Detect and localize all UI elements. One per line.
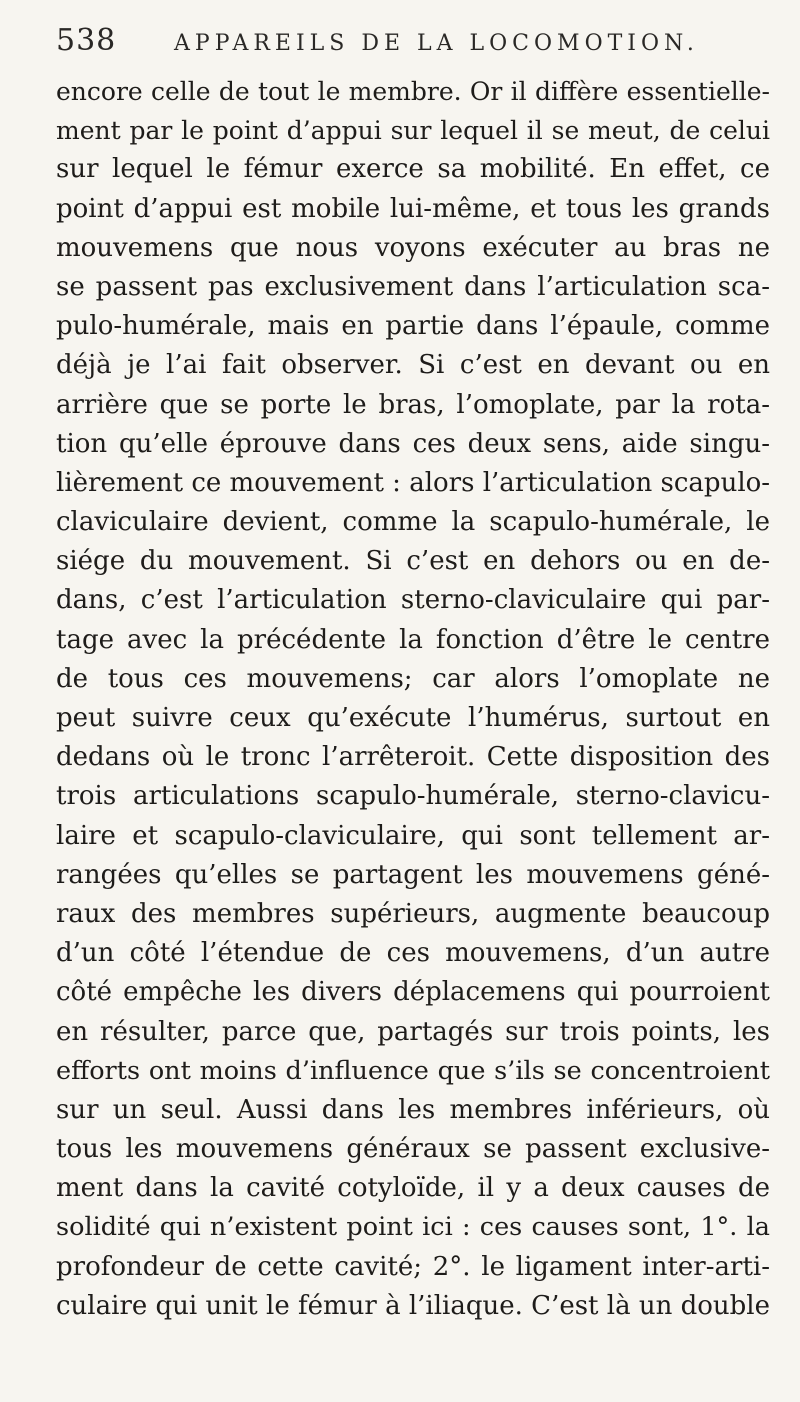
text-line: encore celle de tout le membre. Or il diffère essentielle- bbox=[56, 77, 770, 106]
text-line: claviculaire devient, comme la scapulo-humérale, le bbox=[56, 507, 770, 538]
text-line: dedans où le tronc l’arrêteroit. Cette disposition des bbox=[56, 742, 770, 773]
text-line: trois articulations scapulo-humérale, sterno-clavicu- bbox=[56, 781, 770, 812]
text-line: se passent pas exclusivement dans l’articulation sca- bbox=[56, 271, 770, 302]
text-line: côté empêche les divers déplacemens qui pourroient bbox=[56, 977, 770, 1008]
text-line: d’un côté l’étendue de ces mouvemens, d’un autre bbox=[56, 938, 770, 969]
body-text bbox=[56, 72, 770, 1326]
text-line: culaire qui unit le fémur à l’iliaque. C’est là un double bbox=[56, 1290, 770, 1321]
text-line: mouvemens que nous voyons exécuter au bras ne bbox=[56, 232, 770, 263]
text-line: arrière que se porte le bras, l’omoplate, par la rota- bbox=[56, 389, 770, 420]
text-line: peut suivre ceux qu’exécute l’humérus, surtout en bbox=[56, 703, 770, 733]
text-line: profondeur de cette cavité; 2°. le ligament inter-arti- bbox=[56, 1251, 770, 1282]
text-line: tous les mouvemens généraux se passent exclusive- bbox=[56, 1134, 770, 1165]
text-line: lièrement ce mouvement : alors l’articulation scapulo- bbox=[56, 467, 771, 498]
text-line: rangées qu’elles se partagent les mouvemens géné- bbox=[56, 859, 770, 890]
text-line: raux des membres supérieurs, augmente beaucoup bbox=[56, 898, 770, 929]
text-line: déjà je l’ai fait observer. Si c’est en devant ou en bbox=[56, 350, 770, 381]
page-number: 538 bbox=[56, 23, 117, 58]
page-header bbox=[56, 20, 756, 68]
text-line: sur un seul. Aussi dans les membres inférieurs, où bbox=[56, 1094, 770, 1125]
text-line: tion qu’elle éprouve dans ces deux sens, aide singu- bbox=[56, 428, 770, 459]
text-line: ment dans la cavité cotyloïde, il y a deux causes de bbox=[56, 1173, 770, 1204]
text-line: siége du mouvement. Si c’est en dehors ou en de- bbox=[56, 546, 770, 577]
text-line: efforts ont moins d’influence que s’ils se concentroient bbox=[56, 1055, 770, 1086]
text-line: ment par le point d’appui sur lequel il se meut, de celui bbox=[56, 116, 770, 146]
text-line: tage avec la précédente la fonction d’être le centre bbox=[56, 624, 770, 655]
text-line: dans, c’est l’articulation sterno-claviculaire qui par- bbox=[56, 585, 770, 616]
text-line: solidité qui n’existent point ici : ces causes sont, 1°. la bbox=[56, 1212, 770, 1243]
running-title: APPAREILS DE LA LOCOMOTION. bbox=[174, 31, 699, 56]
text-line: sur lequel le fémur exerce sa mobilité. En effet, ce bbox=[56, 154, 770, 185]
text-line: point d’appui est mobile lui-même, et tous les grands bbox=[56, 193, 770, 224]
text-line: de tous ces mouvemens; car alors l’omoplate ne bbox=[56, 663, 770, 694]
text-line: laire et scapulo-claviculaire, qui sont tellement ar- bbox=[56, 820, 770, 851]
text-line: en résulter, parce que, partagés sur trois points, les bbox=[56, 1016, 770, 1047]
text-line: pulo-humérale, mais en partie dans l’épaule, comme bbox=[56, 311, 770, 342]
